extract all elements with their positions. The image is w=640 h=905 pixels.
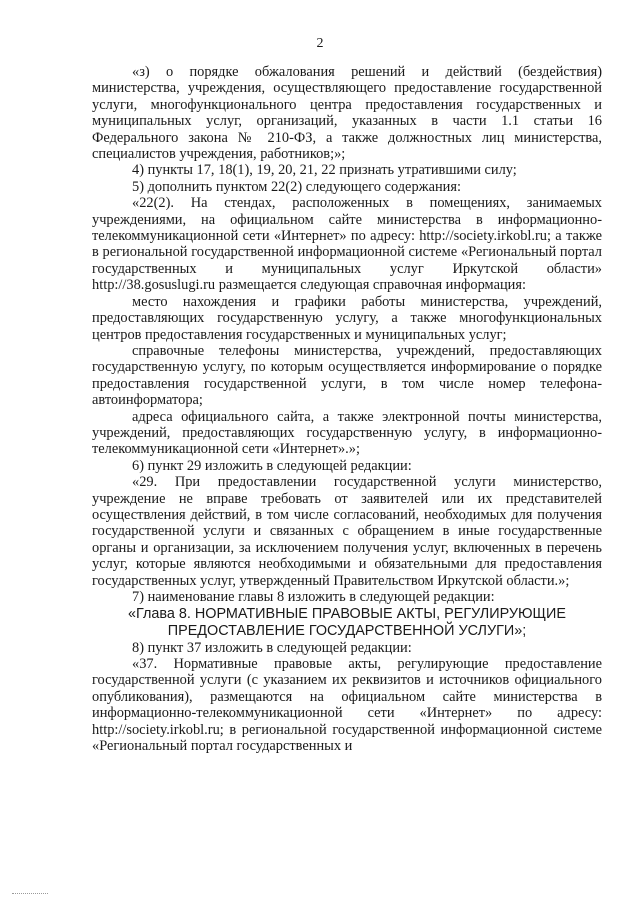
paragraph-item-z: «з) о порядке обжалования решений и действий (бездействия) министерства, учреждения, осуществляющего предоставление государственной услуги, многофункционального центра предоставления государственных и муниципальных услуг, организаций, указанных в части 1.1 статьи 16 Федерального закона № 210-ФЗ, а также должностных лиц министерства, специалистов учреждения, работников;»; [92, 64, 602, 163]
paragraph-29: «29. При предоставлении государственной услуги министерство, учреждение не вправе требовать от заявителей или их представителей осуществления действий, в том числе согласований, необходимых для получения государственной услуги и связанных с обращением в иные государственные органы и организации, за исключением получения услуг, включенных в перечень услуг, которые являются необходимыми и обязательными для предоставления государственных услуг, утвержденный Правительством Иркутской области.»; [92, 474, 602, 589]
paragraph-item-8: 8) пункт 37 изложить в следующей редакции: [132, 639, 412, 656]
paragraph-phones: справочные телефоны министерства, учреждений, предоставляющих государственную услугу, по которым осуществляется информирование о порядке предоставления государственной услуги, в том числе номер телефона-автоинформатора; [92, 342, 602, 409]
page-number: 2 [316, 36, 324, 51]
document-body [92, 64, 602, 754]
paragraph-22-2: «22(2). На стендах, расположенных в помещениях, занимаемых учреждениями, на официальном сайте министерства в информационно-телекоммуникационной сети «Интернет» по адресу: http://society.irkobl.ru; а также в региональной государственной информационной системе «Региональный портал государственных и муниципальных услуг Иркутской области» http://38.gosuslugi.ru размещается следующая справочная информация: [92, 195, 602, 294]
paragraph-item-4: 4) пункты 17, 18(1), 19, 20, 21, 22 признать утратившими силу; [132, 162, 517, 179]
paragraph-37: «37. Нормативные правовые акты, регулирующие предоставление государственной услуги (с указанием их реквизитов и источников официального опубликования), размещаются на официальном сайте министерства в информационно-телекоммуникационной сети «Интернет» по адресу: http://society.irkobl.ru; в региональной государственной информационной системе «Региональный портал государственных и [92, 656, 602, 755]
chapter-8-heading: «Глава 8. НОРМАТИВНЫЕ ПРАВОВЫЕ АКТЫ, РЕГУЛИРУЮЩИЕ ПРЕДОСТАВЛЕНИЕ ГОСУДАРСТВЕННОЙ УСЛУГИ»; [128, 606, 566, 639]
paragraph-item-6: 6) пункт 29 изложить в следующей редакции: [132, 457, 412, 474]
paragraph-location: место нахождения и графики работы министерства, учреждений, предоставляющих государственную услугу, а также многофункциональных центров предоставления государственных и муниципальных услуг; [92, 293, 602, 343]
paragraph-item-7: 7) наименование главы 8 изложить в следующей редакции: [132, 589, 495, 605]
paragraph-addresses: адреса официального сайта, а также электронной почты министерства, учреждений, предоставляющих государственную услугу, в информационно-телекоммуникационной сети «Интернет».»; [92, 408, 602, 458]
paragraph-item-5: 5) дополнить пунктом 22(2) следующего содержания: [132, 178, 461, 195]
scan-edge-mark [12, 893, 48, 894]
